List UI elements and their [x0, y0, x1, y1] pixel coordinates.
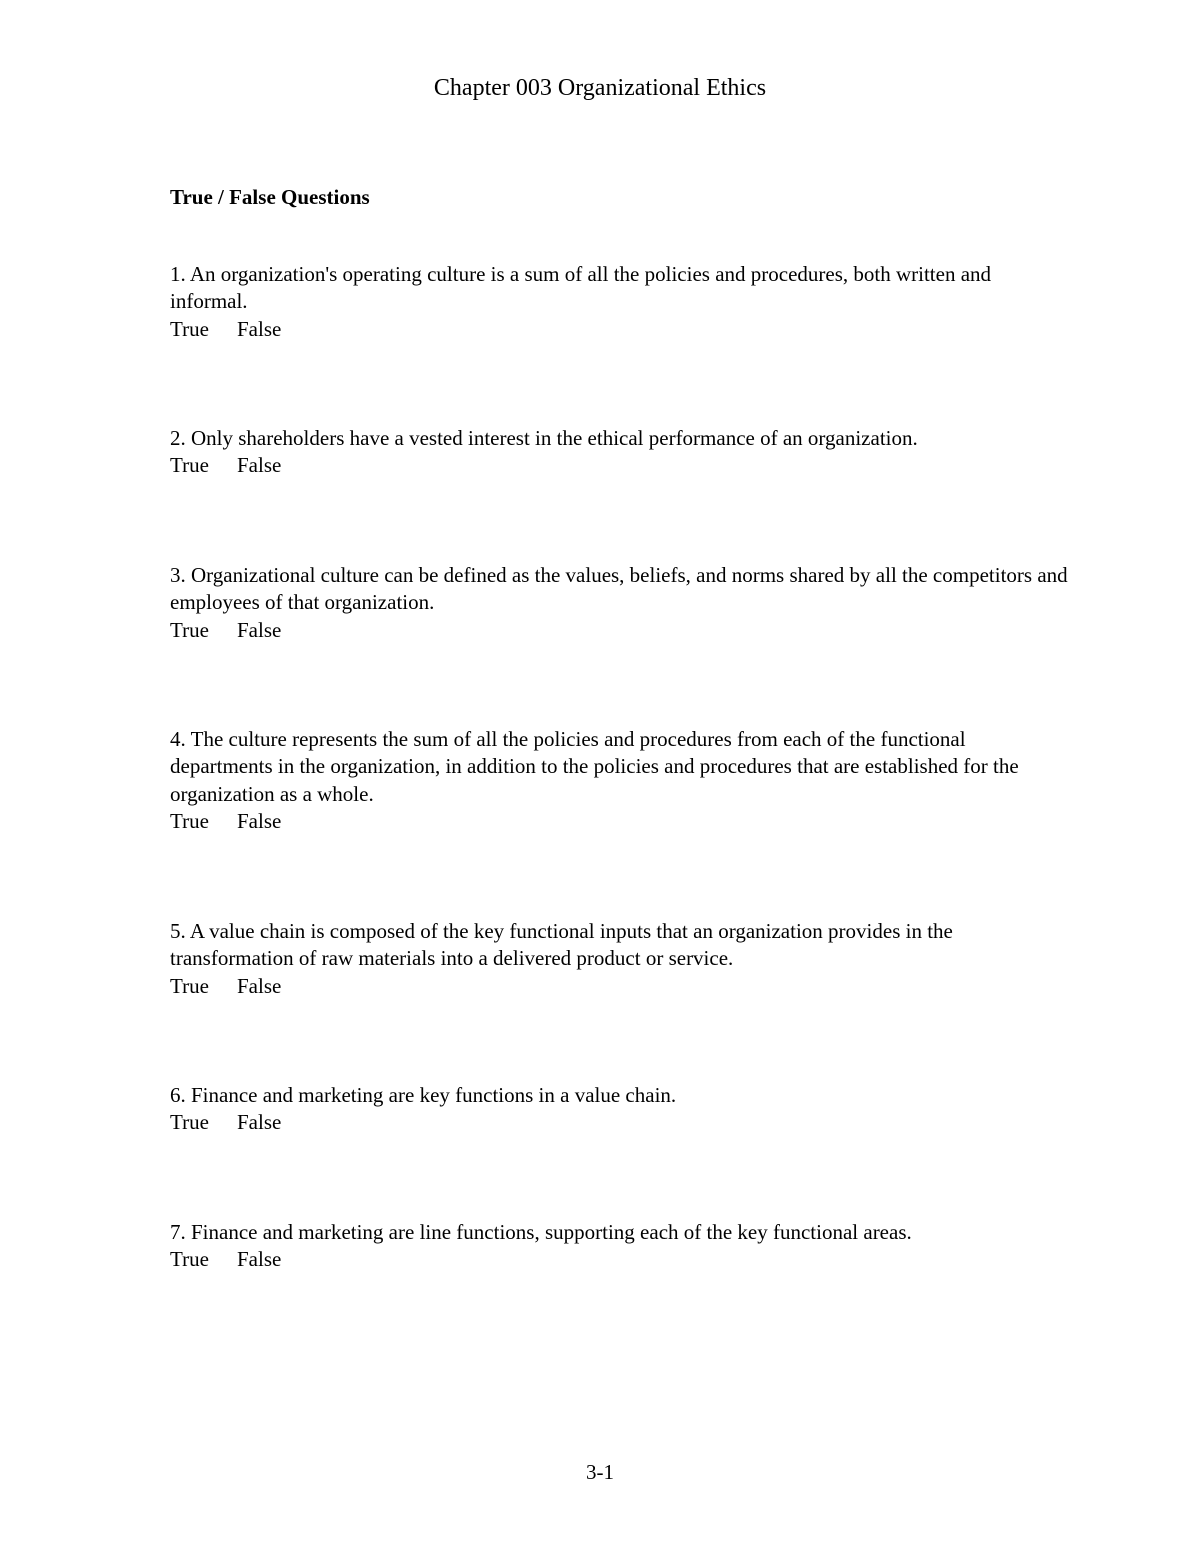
option-false: False	[237, 453, 282, 478]
option-false: False	[237, 316, 282, 341]
question-number: 4.	[170, 727, 186, 751]
question-2	[170, 425, 1070, 480]
question-7	[170, 1219, 1070, 1274]
option-true: True	[170, 1247, 209, 1272]
question-text	[170, 261, 1070, 316]
question-text	[170, 562, 1070, 617]
page-title: Chapter 003 Organizational Ethics	[433, 75, 767, 101]
option-false: False	[237, 973, 282, 998]
option-true: True	[170, 973, 209, 998]
question-3	[170, 562, 1070, 644]
answer-options	[170, 973, 1070, 1000]
question-number: 6.	[170, 1083, 186, 1107]
question-number: 5.	[170, 919, 186, 943]
question-4	[170, 726, 1070, 835]
question-number: 2.	[170, 426, 186, 450]
question-number: 3.	[170, 563, 186, 587]
option-true: True	[170, 453, 209, 478]
question-body: Finance and marketing are key functions in a value chain.	[191, 1083, 677, 1107]
question-body: Organizational culture can be defined as the values, beliefs, and norms shared by all the competitors and employees of that organization.	[170, 563, 1068, 615]
answer-options	[170, 1246, 1070, 1273]
option-false: False	[237, 617, 282, 642]
option-false: False	[237, 808, 282, 833]
question-number: 1.	[170, 262, 186, 286]
question-5	[170, 918, 1070, 1000]
option-true: True	[170, 1110, 209, 1135]
question-text	[170, 1082, 1070, 1109]
option-true: True	[170, 316, 209, 341]
question-number: 7.	[170, 1220, 186, 1244]
option-false: False	[237, 1110, 282, 1135]
answer-options	[170, 452, 1070, 479]
question-body: A value chain is composed of the key functional inputs that an organization provides in the transformation of raw materials into a delivered product or service.	[170, 919, 953, 971]
answer-options	[170, 617, 1070, 644]
question-1	[170, 261, 1070, 343]
answer-options	[170, 316, 1070, 343]
page-number: 3-1	[586, 1460, 614, 1484]
question-text	[170, 918, 1070, 973]
section-heading: True / False Questions	[170, 185, 370, 209]
option-true: True	[170, 617, 209, 642]
question-body: Finance and marketing are line functions, supporting each of the key functional areas.	[191, 1220, 912, 1244]
question-body: Only shareholders have a vested interest in the ethical performance of an organization.	[191, 426, 918, 450]
question-body: The culture represents the sum of all the policies and procedures from each of the functional departments in the organization, in addition to the policies and procedures that are established for the organization as a whole.	[170, 727, 1019, 806]
question-body: An organization's operating culture is a sum of all the policies and procedures, both written and informal.	[170, 262, 992, 314]
question-text	[170, 726, 1070, 808]
question-6	[170, 1082, 1070, 1137]
answer-options	[170, 808, 1070, 835]
answer-options	[170, 1109, 1070, 1136]
question-text	[170, 1219, 1070, 1246]
option-true: True	[170, 808, 209, 833]
option-false: False	[237, 1247, 282, 1272]
question-text	[170, 425, 1070, 452]
